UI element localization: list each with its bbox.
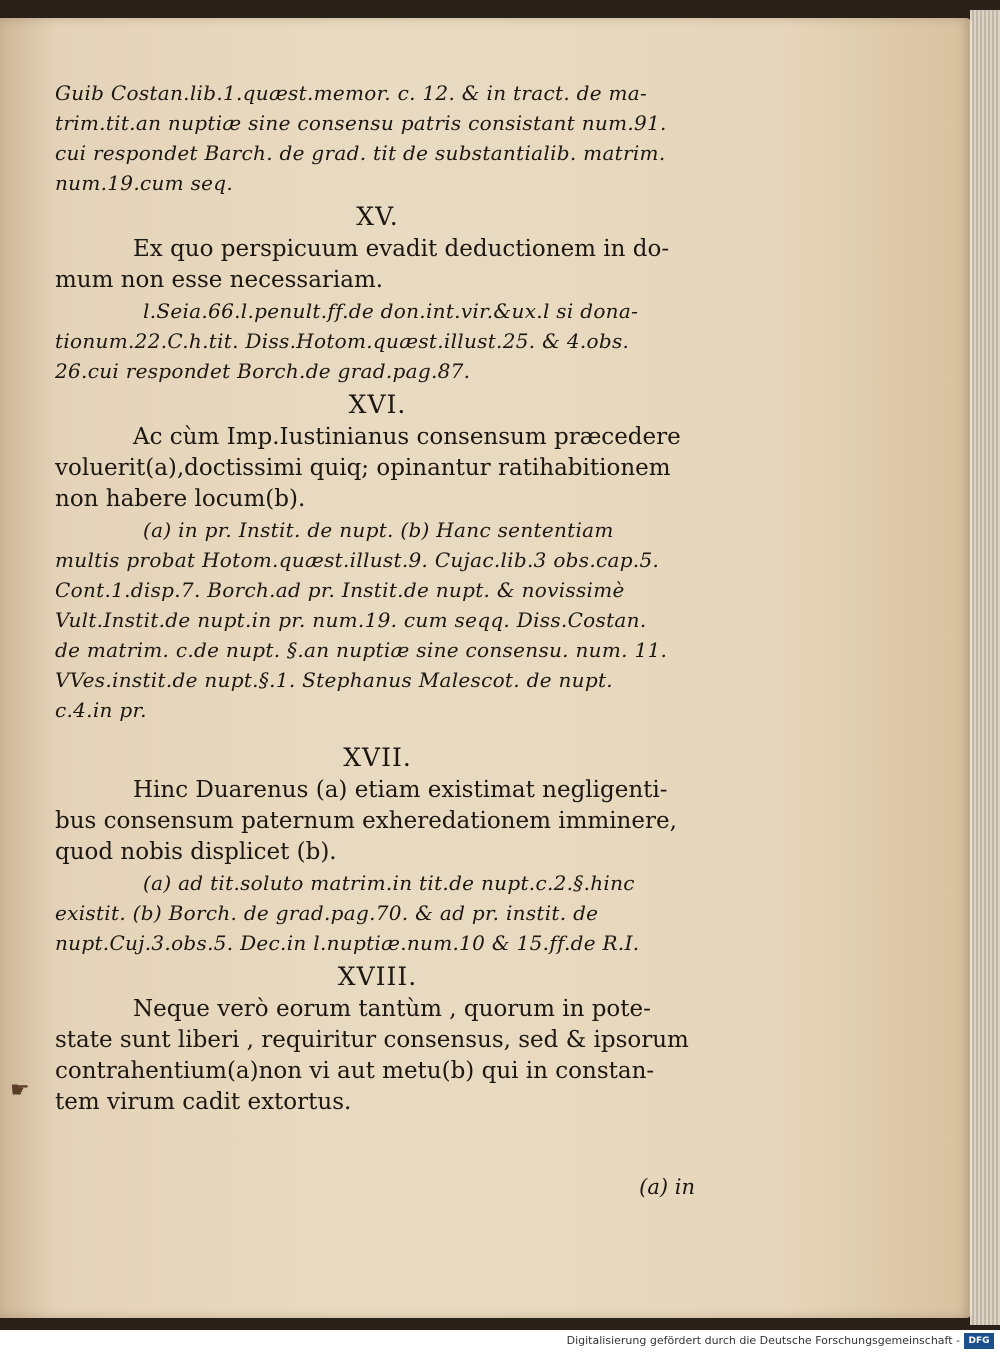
body-line: Neque verò eorum tantùm , quorum in pote-: [133, 996, 651, 1022]
section-number: XVII.: [343, 743, 412, 772]
section-number: XV.: [356, 202, 399, 231]
body-line: Hinc Duarenus (a) etiam existimat negligenti-: [133, 777, 668, 803]
footer-bar: [0, 1330, 1000, 1353]
top-notes: [55, 78, 700, 198]
note-line: num.19.cum seq.: [55, 171, 234, 195]
note-line: existit. (b) Borch. de grad.pag.70. & ad pr. instit. de: [55, 901, 599, 925]
body-line: mum non esse necessariam.: [55, 267, 384, 293]
body-line: non habere locum(b).: [55, 486, 306, 512]
body-line: state sunt liberi , requiritur consensus, sed & ipsorum: [55, 1027, 689, 1053]
note-line: c.4.in pr.: [55, 698, 147, 722]
body-line: quod nobis displicet (b).: [55, 839, 337, 865]
note-line: nupt.Cuj.3.obs.5. Dec.in l.nuptiæ.num.10 & 15.ff.de R.I.: [55, 931, 640, 955]
body-line: voluerit(a),doctissimi quiq; opinantur ratihabitionem: [55, 455, 671, 481]
body-line: Ac cùm Imp.Iustinianus consensum præcedere: [133, 424, 681, 450]
note-line: multis probat Hotom.quæst.illust.9. Cujac.lib.3 obs.cap.5.: [55, 548, 660, 572]
note-line: de matrim. c.de nupt. §.an nuptiæ sine consensu. num. 11.: [55, 638, 668, 662]
section-number: XVI.: [348, 390, 407, 419]
note-line: Guib Costan.lib.1.quæst.memor. c. 12. & in tract. de ma-: [55, 81, 648, 105]
body-line: Ex quo perspicuum evadit deductionem in do-: [133, 236, 670, 262]
body-line: contrahentium(a)non vi aut metu(b) qui in constan-: [55, 1058, 655, 1084]
note-line: Vult.Instit.de nupt.in pr. num.19. cum seqq. Diss.Costan.: [55, 608, 647, 632]
note-line: 26.cui respondet Borch.de grad.pag.87.: [55, 359, 471, 383]
text-block: [55, 78, 700, 1118]
dfg-logo: DFG: [964, 1333, 994, 1349]
catchword: (a) in: [639, 1175, 695, 1199]
note-line: trim.tit.an nuptiæ sine consensu patris consistant num.91.: [55, 111, 667, 135]
note-line: cui respondet Barch. de grad. tit de substantialib. matrim.: [55, 141, 666, 165]
spacer: [55, 725, 700, 739]
note-line: tionum.22.C.h.tit. Diss.Hotom.quæst.illust.25. & 4.obs.: [55, 329, 630, 353]
section-number: XVIII.: [337, 962, 418, 991]
note-line: (a) ad tit.soluto matrim.in tit.de nupt.c.2.§.hinc: [143, 871, 635, 895]
note-line: l.Seia.66.l.penult.ff.de don.int.vir.&ux.l si dona-: [143, 299, 639, 323]
body-line: bus consensum paternum exheredationem imminere,: [55, 808, 677, 834]
body-line: tem virum cadit extortus.: [55, 1089, 352, 1115]
page-edges: [970, 10, 1000, 1325]
footer-text: Digitalisierung gefördert durch die Deutsche Forschungsgemeinschaft -: [566, 1334, 960, 1347]
note-line: (a) in pr. Instit. de nupt. (b) Hanc sententiam: [143, 518, 614, 542]
note-line: VVes.instit.de nupt.§.1. Stephanus Malescot. de nupt.: [55, 668, 613, 692]
manicule-mark-icon: ☛: [10, 1078, 30, 1103]
note-line: Cont.1.disp.7. Borch.ad pr. Instit.de nupt. & novissimè: [55, 578, 625, 602]
